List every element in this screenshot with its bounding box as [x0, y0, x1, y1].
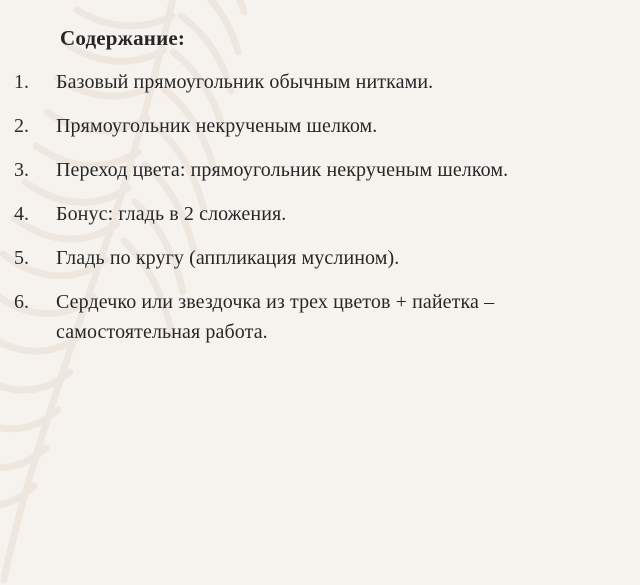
list-item-number: 4. [14, 203, 29, 225]
list-item-text: Гладь по кругу (аппликация муслином). [56, 247, 400, 269]
list-item-text: Базовый прямоугольник обычным нитками. [56, 71, 434, 93]
list-item [10, 111, 622, 141]
list-item-text: Прямоугольник некрученым шелком. [56, 115, 378, 137]
list-item [10, 155, 622, 185]
list-item-number: 3. [14, 159, 29, 181]
contents-list [10, 67, 622, 347]
list-item [10, 287, 622, 347]
list-item [10, 67, 622, 97]
list-item-number: 6. [14, 291, 29, 313]
page-title: Содержание: [60, 26, 186, 50]
list-item-text: Переход цвета: прямоугольник некрученым шелком. [56, 159, 509, 181]
list-item-text: Бонус: гладь в 2 сложения. [56, 203, 287, 225]
list-item-number: 1. [14, 71, 29, 93]
list-item [10, 199, 622, 229]
list-item-text: Сердечко или звездочка из трех цветов + пайетка – самостоятельная работа. [56, 291, 495, 343]
list-item [10, 243, 622, 273]
list-item-number: 5. [14, 247, 29, 269]
list-item-number: 2. [14, 115, 29, 137]
